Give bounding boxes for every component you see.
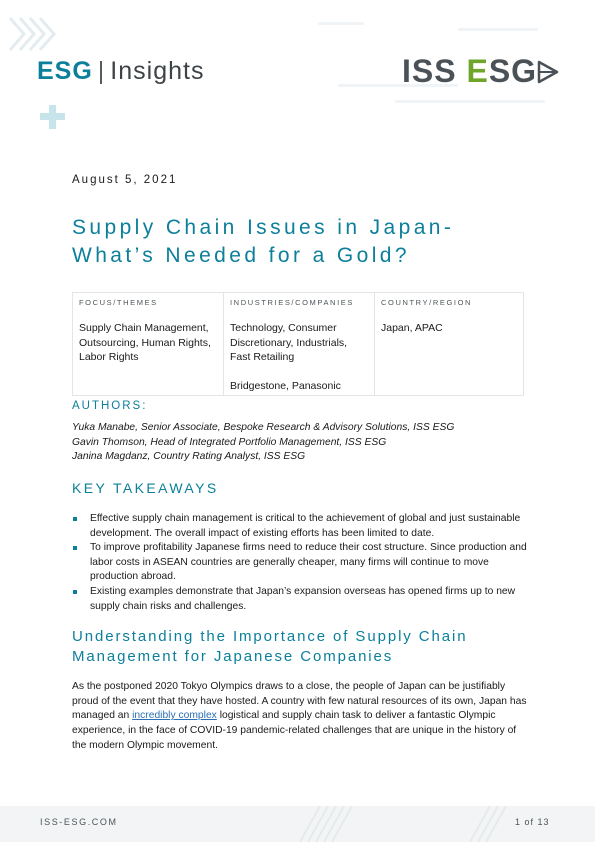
takeaway-item bbox=[72, 541, 532, 585]
chevron-pattern-icon bbox=[10, 18, 54, 50]
square-bullet-icon bbox=[73, 546, 77, 550]
industries-companies-cell bbox=[223, 293, 374, 395]
takeaway-text: Effective supply chain management is critical to the achievement of global and just sustainable development. The overall impact of existing efforts has been limited to date. bbox=[90, 513, 521, 539]
page-header bbox=[0, 0, 595, 142]
logo-iss: ISS bbox=[402, 53, 467, 89]
focus-themes-cell bbox=[73, 293, 223, 395]
section-heading: Understanding the Importance of Supply Chain Management for Japanese Companies bbox=[72, 628, 468, 665]
industries-companies-label: INDUSTRIES/COMPANIES bbox=[230, 298, 354, 307]
iss-esg-logo bbox=[402, 52, 537, 90]
square-bullet-icon bbox=[73, 517, 77, 521]
brand-insights: Insights bbox=[110, 57, 205, 85]
country-region-cell bbox=[374, 293, 523, 395]
plus-icon bbox=[40, 105, 65, 129]
paragraph-text-start: As the postponed 2020 Tokyo Olympics draws to a close, the people of Japan can be justifiably proud of the event that they have hosted. A country with few natural resources of its own, Japan has managed an bbox=[72, 681, 527, 722]
takeaway-item bbox=[72, 512, 532, 541]
logo-e: E bbox=[466, 53, 489, 89]
page-footer bbox=[0, 806, 595, 842]
paragraph-text-end: logistical and supply chain task to deliver a fantastic Olympic experience, in the face of COVID-19 pandemic-related challenges that are unique in the history of the modern Olympic movement. bbox=[72, 710, 517, 751]
takeaway-text: To improve profitability Japanese firms need to reduce their cost structure. Since production and labor costs in ASEAN countries are generally cheaper, many firms will continue to move production abroad. bbox=[90, 542, 527, 583]
author-item: Yuka Manabe, Senior Associate, Bespoke Research & Advisory Solutions, ISS ESG bbox=[72, 422, 455, 433]
brand-esg: ESG bbox=[37, 57, 93, 85]
author-item: Janina Magdanz, Country Rating Analyst, ISS ESG bbox=[72, 451, 306, 462]
takeaway-text: Existing examples demonstrate that Japan’s expansion overseas has opened firms up to new supply chain risks and challenges. bbox=[90, 585, 516, 612]
esg-insights-brand bbox=[37, 56, 204, 86]
authors-heading: AUTHORS: bbox=[72, 400, 148, 412]
takeaway-item bbox=[72, 585, 532, 614]
publication-date: August 5, 2021 bbox=[72, 174, 178, 186]
focus-themes-value: Supply Chain Management, Outsourcing, Human Rights, Labor Rights bbox=[79, 322, 211, 363]
incredibly-complex-link[interactable]: incredibly complex bbox=[132, 710, 217, 722]
logo-sg: SG bbox=[488, 53, 538, 89]
key-takeaways-heading: KEY TAKEAWAYS bbox=[72, 480, 219, 496]
country-region-value: Japan, APAC bbox=[381, 322, 443, 334]
country-region-label: COUNTRY/REGION bbox=[381, 298, 473, 307]
focus-themes-label: FOCUS/THEMES bbox=[79, 298, 158, 307]
author-item: Gavin Thomson, Head of Integrated Portfolio Management, ISS ESG bbox=[72, 436, 387, 448]
footer-website: ISS-ESG.COM bbox=[40, 817, 118, 827]
page-title: Supply Chain Issues in Japan- What’s Needed for a Gold? bbox=[72, 216, 455, 267]
authors-list bbox=[72, 421, 532, 465]
companies-value: Bridgestone, Panasonic bbox=[230, 379, 341, 392]
industries-value: Technology, Consumer Discretionary, Industrials, Fast Retailing bbox=[230, 322, 348, 363]
square-bullet-icon bbox=[73, 590, 77, 594]
play-arrow-icon bbox=[537, 60, 559, 84]
brand-separator: | bbox=[97, 57, 106, 85]
key-takeaways-list bbox=[72, 512, 532, 614]
info-table bbox=[72, 292, 524, 396]
page-number: 1 of 13 bbox=[515, 817, 550, 827]
body-paragraph bbox=[72, 680, 532, 754]
